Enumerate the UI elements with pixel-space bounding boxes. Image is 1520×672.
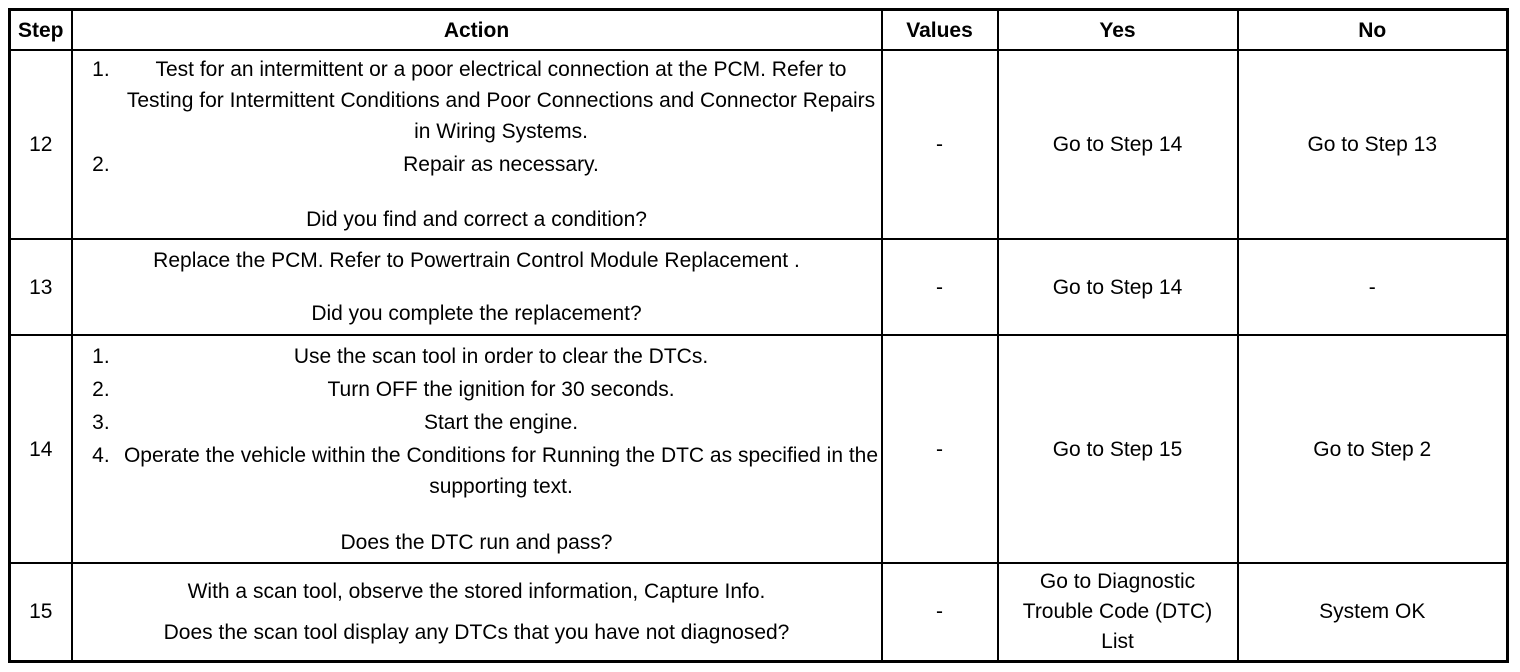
no-outcome: System OK bbox=[1238, 563, 1508, 661]
header-yes: Yes bbox=[998, 10, 1238, 51]
action-cell bbox=[72, 50, 882, 239]
action-cell bbox=[72, 563, 882, 661]
no-outcome: Go to Step 13 bbox=[1238, 50, 1508, 239]
header-step: Step bbox=[10, 10, 72, 51]
step-number: 12 bbox=[10, 50, 72, 239]
table-row bbox=[10, 239, 1508, 335]
action-cell bbox=[72, 335, 882, 563]
question-text: Did you complete the replacement? bbox=[311, 302, 642, 325]
instruction-text: Replace the PCM. Refer to Powertrain Control Module Replacement . bbox=[153, 249, 800, 272]
question-text: Does the scan tool display any DTCs that you have not diagnosed? bbox=[163, 620, 790, 644]
instruction-list bbox=[73, 341, 881, 502]
instruction-list bbox=[73, 54, 881, 180]
step-number: 13 bbox=[10, 239, 72, 335]
instruction-item: 2. Turn OFF the ignition for 30 seconds. bbox=[116, 374, 881, 405]
yes-outcome: Go to Step 15 bbox=[998, 335, 1238, 563]
instruction-item: 4. Operate the vehicle within the Conditions for Running the DTC as specified in the supporting text. bbox=[116, 440, 881, 502]
table-row bbox=[10, 335, 1508, 563]
no-outcome: Go to Step 2 bbox=[1238, 335, 1508, 563]
table-row bbox=[10, 50, 1508, 239]
header-values: Values bbox=[882, 10, 998, 51]
instruction-item: 1. Test for an intermittent or a poor electrical connection at the PCM. Refer to Testing for Intermittent Conditions and Poor Connections and Connector Repairs in Wiring Systems. bbox=[116, 54, 881, 147]
yes-outcome: Go to Step 14 bbox=[998, 50, 1238, 239]
instruction-text: With a scan tool, observe the stored information, Capture Info. bbox=[187, 579, 766, 603]
yes-outcome bbox=[998, 563, 1238, 661]
diagnostic-table bbox=[8, 8, 1509, 663]
header-row bbox=[10, 10, 1508, 51]
instruction-item: 1. Use the scan tool in order to clear the DTCs. bbox=[116, 341, 881, 372]
yes-outcome: Go to Step 14 bbox=[998, 239, 1238, 335]
instruction-item: 3. Start the engine. bbox=[116, 407, 881, 438]
header-action: Action bbox=[72, 10, 882, 51]
values-cell: - bbox=[882, 50, 998, 239]
action-cell bbox=[72, 239, 882, 335]
values-cell: - bbox=[882, 239, 998, 335]
instruction-item: 2. Repair as necessary. bbox=[116, 149, 881, 180]
yes-outcome-line: List bbox=[1101, 629, 1134, 653]
question-text: Did you find and correct a condition? bbox=[306, 208, 647, 231]
no-outcome: - bbox=[1238, 239, 1508, 335]
yes-outcome-line: Go to Diagnostic bbox=[1039, 569, 1196, 593]
table-row bbox=[10, 563, 1508, 661]
question-text: Does the DTC run and pass? bbox=[340, 530, 613, 554]
header-no: No bbox=[1238, 10, 1508, 51]
yes-outcome-line: Trouble Code (DTC) bbox=[1022, 599, 1213, 623]
step-number: 14 bbox=[10, 335, 72, 563]
step-number: 15 bbox=[10, 563, 72, 661]
values-cell: - bbox=[882, 335, 998, 563]
values-cell: - bbox=[882, 563, 998, 661]
